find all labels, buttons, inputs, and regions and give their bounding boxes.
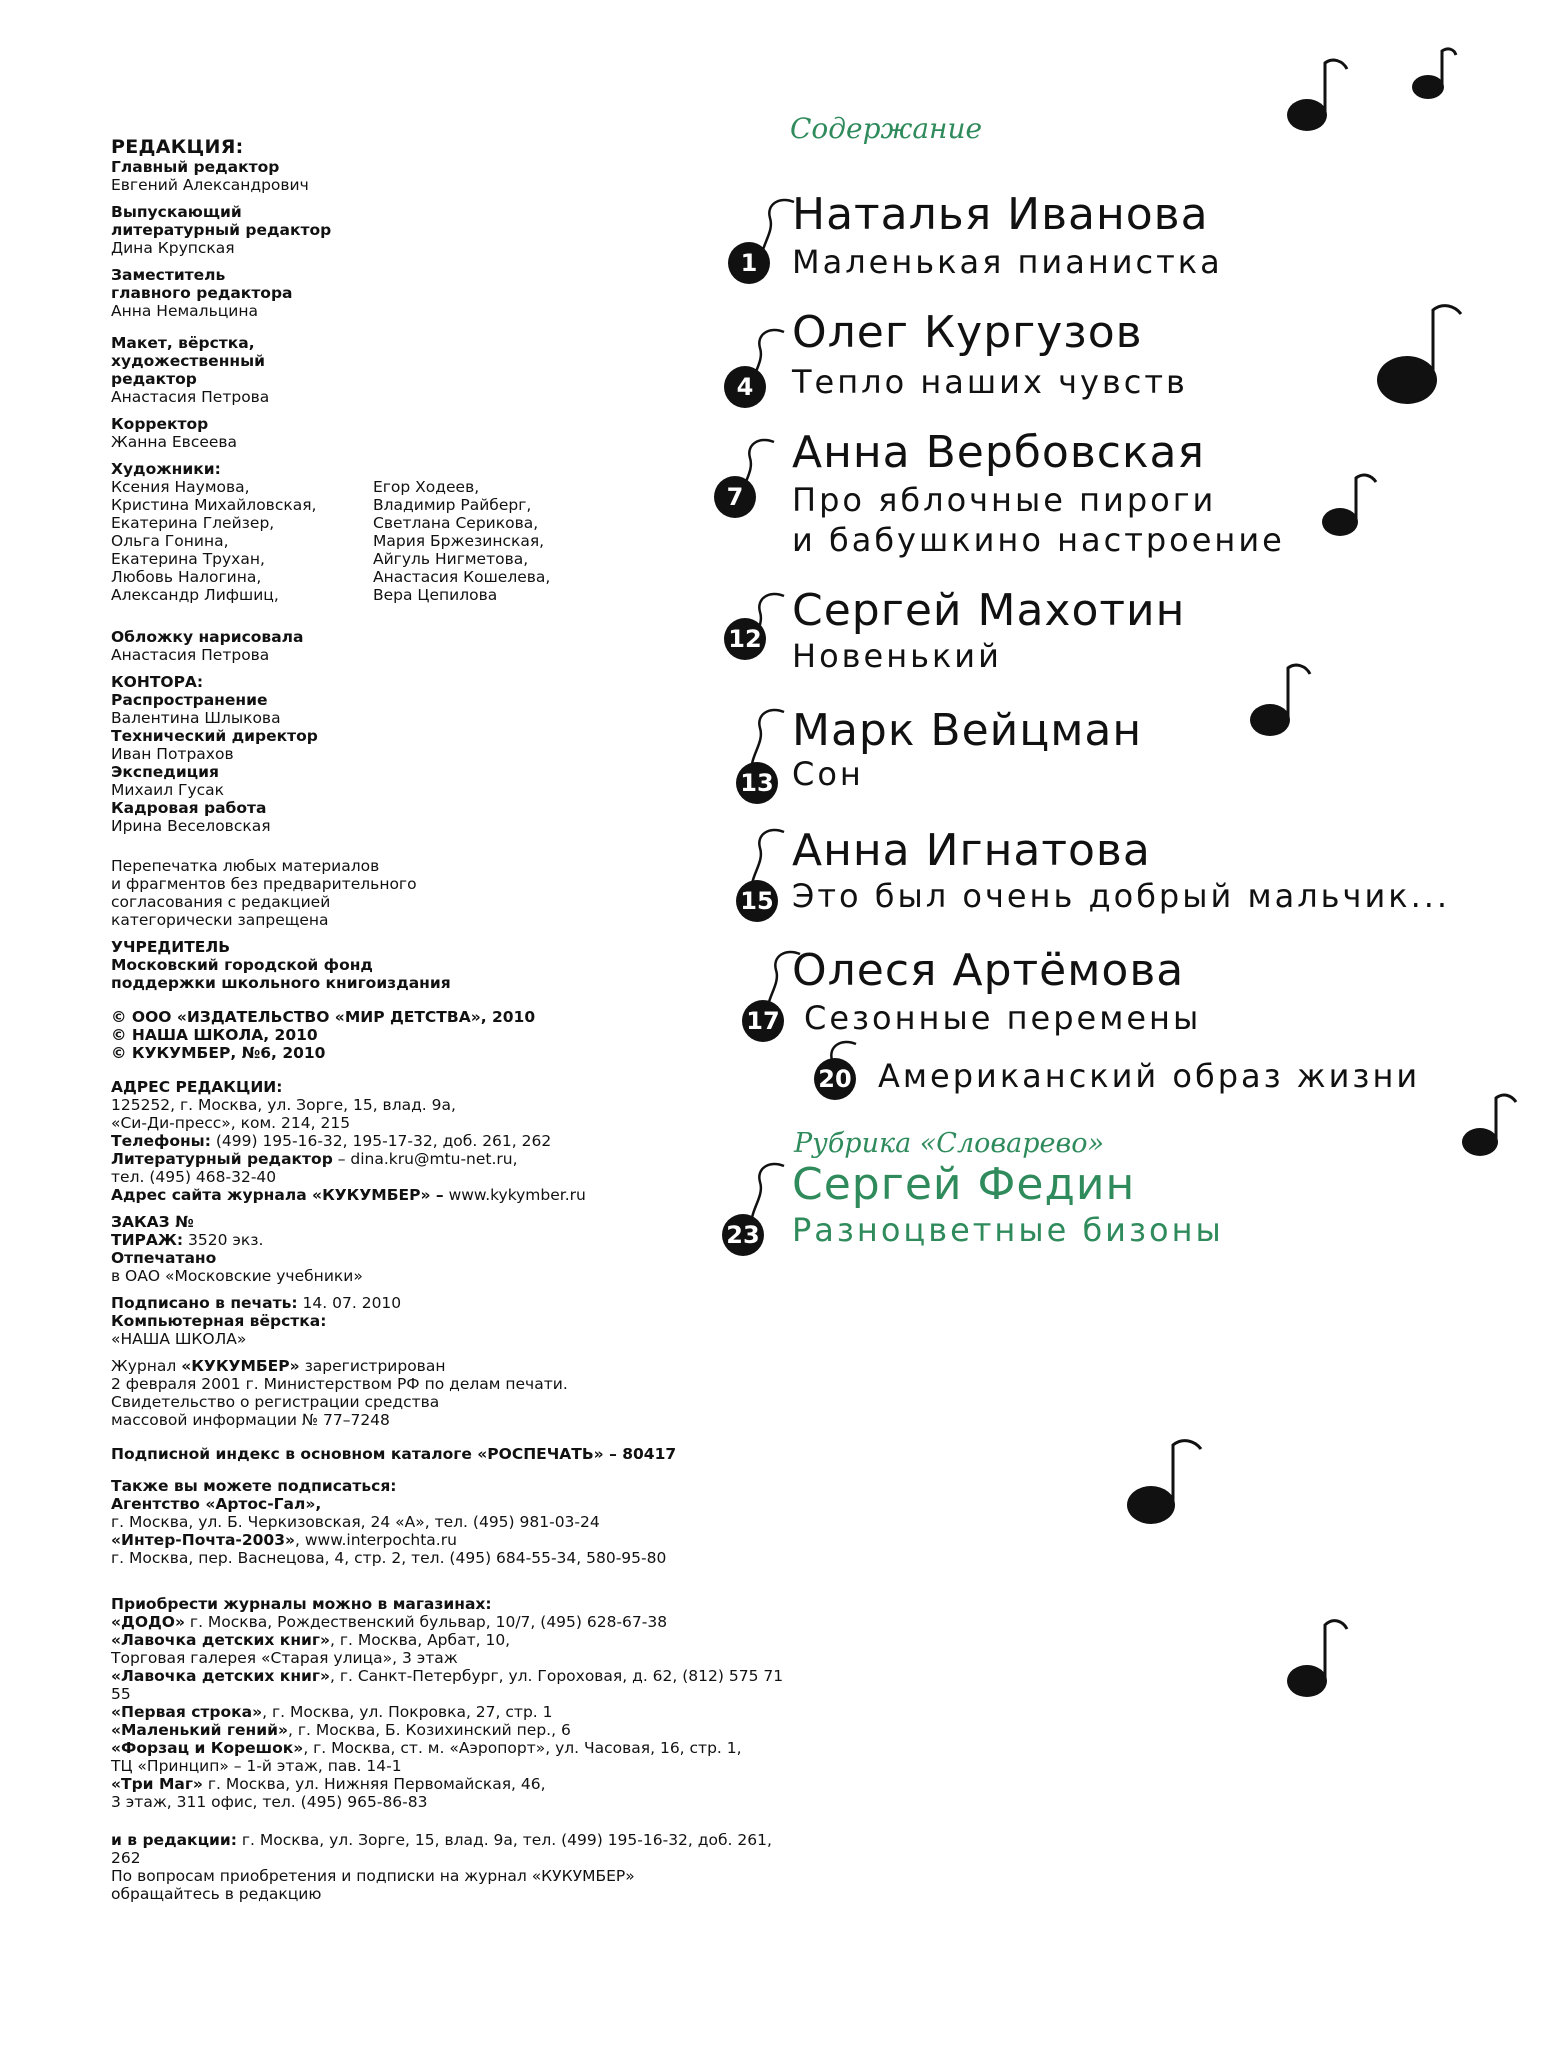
staff-hook-icon xyxy=(750,708,794,768)
imprint-layout: Макет, вёрстка, художественный редактор Анастасия Петрова xyxy=(111,334,270,406)
toc-story-title: Это был очень добрый мальчик... xyxy=(792,877,1451,915)
imprint-artists: Художники: Ксения Наумова, Кристина Михайловская, Екатерина Глейзер, Ольга Гонина, Екатерина Трухан, Любовь Налогина, Александр Лифшиц, Егор Ходеев, Владимир Райберг, Светлана Серикова, Мария Бржезинская, Айгуль Нигметова, Анастасия Кошелева, Вера Цепилова xyxy=(111,460,791,604)
music-note-icon xyxy=(1460,1090,1520,1160)
music-note-icon xyxy=(1375,300,1465,410)
toc-story-title: Американский образ жизни xyxy=(878,1057,1421,1095)
imprint-print-info: ЗАКАЗ № ТИРАЖ: 3520 экз. Отпечатано в ОАО «Московские учебники» xyxy=(111,1213,363,1285)
staff-hook-icon xyxy=(750,1162,794,1222)
imprint-editor: Главный редактор Евгений Александрович xyxy=(111,158,309,194)
shops-list: Приобрести журналы можно в магазинах: «ДОДО» г. Москва, Рождественский бульвар, 10/7, (495) 628-67-38 «Лавочка детских книг», г. Москва, Арбат, 10, Торговая галерея «Старая улица», 3 этаж «Лавочка детских книг», г. Санкт-Петербург, ул. Гороховая, д. 62, (812) 575 71 55 «Первая строка», г. Москва, ул. Покровка, 27, стр. 1 «Маленький гений», г. Москва, Б. Козихинский пер., 6 «Форзац и Корешок», г. Москва, ст. м. «Аэропорт», ул. Часовая, 16, стр. 1, ТЦ «Принцип» – 1-й этаж, пав. 14-1 «Три Маг» г. Москва, ул. Нижняя Первомайская, 46, 3 этаж, 311 офис, тел. (495) 965-86-83 xyxy=(111,1595,784,1811)
page-number: 15 xyxy=(736,880,778,922)
toc-story-title: Тепло наших чувств xyxy=(792,363,1188,401)
toc-story-title-line2: и бабушкино настроение xyxy=(792,521,1285,559)
artists-column-1: Ксения Наумова, Кристина Михайловская, Екатерина Глейзер, Ольга Гонина, Екатерина Трухан, Любовь Налогина, Александр Лифшиц, xyxy=(111,478,317,604)
toc-title: Содержание xyxy=(790,112,983,145)
page-number: 17 xyxy=(742,1000,784,1042)
page-number: 4 xyxy=(724,366,766,408)
toc-author: Анна Игнатова xyxy=(792,825,1151,876)
page-number: 20 xyxy=(814,1058,856,1100)
staff-hook-icon xyxy=(750,828,794,888)
imprint-founder: УЧРЕДИТЕЛЬ Московский городской фонд поддержки школьного книгоиздания xyxy=(111,938,451,992)
music-note-icon xyxy=(1285,1615,1355,1705)
imprint-cover: Обложку нарисовала Анастасия Петрова xyxy=(111,628,304,664)
imprint-deputy: Заместитель главного редактора Анна Немальцина xyxy=(111,266,293,320)
page-number: 23 xyxy=(722,1214,764,1256)
music-note-icon xyxy=(1248,660,1318,740)
imprint-signed: Подписано в печать: 14. 07. 2010 Компьютерная вёрстка: «НАША ШКОЛА» xyxy=(111,1294,402,1348)
page-number: 7 xyxy=(714,476,756,518)
imprint-heading: РЕДАКЦИЯ: xyxy=(111,136,244,158)
toc-author: Олеся Артёмова xyxy=(792,945,1185,996)
office-purchase: и в редакции: г. Москва, ул. Зорге, 15, влад. 9а, тел. (499) 195-16-32, доб. 261, 262 По вопросам приобретения и подписки на журнал «КУКУМБЕР» обращайтесь в редакцию xyxy=(111,1831,772,1903)
music-note-icon xyxy=(1410,45,1460,105)
imprint-registration: Журнал «КУКУМБЕР» зарегистрирован 2 февраля 2001 г. Министерством РФ по делам печати. Свидетельство о регистрации средства массовой информации № 77–7248 xyxy=(111,1357,568,1429)
toc-author: Олег Кургузов xyxy=(792,307,1143,358)
toc-story-title: Маленькая пианистка xyxy=(792,243,1223,281)
imprint-office: КОНТОРА: Распространение Валентина Шлыкова Технический директор Иван Потрахов Экспедиция Михаил Гусак Кадровая работа Ирина Веселовская xyxy=(111,673,318,835)
music-note-icon xyxy=(1285,55,1355,135)
music-note-icon xyxy=(1125,1435,1205,1530)
toc-author: Анна Вербовская xyxy=(792,427,1205,478)
toc-story-title: Сезонные перемены xyxy=(804,999,1202,1037)
imprint-copyright: © ООО «ИЗДАТЕЛЬСТВО «МИР ДЕТСТВА», 2010 © НАША ШКОЛА, 2010 © КУКУМБЕР, №6, 2010 xyxy=(111,1008,536,1062)
imprint-lit-editor: Выпускающий литературный редактор Дина Крупская xyxy=(111,203,332,257)
imprint-corrector: Корректор Жанна Евсеева xyxy=(111,415,238,451)
imprint-address: АДРЕС РЕДАКЦИИ: 125252, г. Москва, ул. Зорге, 15, влад. 9а, «Си-Ди-пресс», ком. 214, 215 Телефоны: (499) 195-16-32, 195-17-32, доб. 261, 262 Литературный редактор – dina.kru@mtu-net.ru, тел. (495) 468-32-40 Адрес сайта журнала «КУКУМБЕР» – www.kykymber.ru xyxy=(111,1078,586,1204)
music-note-icon xyxy=(1320,470,1380,540)
page-number: 1 xyxy=(728,242,770,284)
toc-story-title: Про яблочные пироги xyxy=(792,481,1217,519)
toc-author: Сергей Махотин xyxy=(792,585,1186,636)
toc-author: Марк Вейцман xyxy=(792,705,1143,756)
site-link: www.kykymber.ru xyxy=(443,1186,586,1204)
toc-author: Сергей Федин xyxy=(792,1159,1136,1210)
page-number: 13 xyxy=(736,762,778,804)
toc-story-title: Разноцветные бизоны xyxy=(792,1211,1224,1249)
toc-author: Наталья Иванова xyxy=(792,189,1209,240)
subscription-agencies: Также вы можете подписаться: Агентство «Артос-Гал», г. Москва, ул. Б. Черкизовская, 24 «А», тел. (495) 981-03-24 «Интер-Почта-2003», www.interpochta.ru г. Москва, пер. Васнецова, 4, стр. 2, тел. (495) 684-55-34, 580-95-80 xyxy=(111,1477,667,1567)
toc-story-title: Новенький xyxy=(792,637,1002,675)
toc-story-title: Сон xyxy=(792,755,864,793)
rubric-label: Рубрика «Словарево» xyxy=(794,1128,1104,1159)
subscription-index: Подписной индекс в основном каталоге «РОСПЕЧАТЬ» – 80417 xyxy=(111,1445,677,1463)
artists-column-2: Егор Ходеев, Владимир Райберг, Светлана Серикова, Мария Бржезинская, Айгуль Нигметова, Анастасия Кошелева, Вера Цепилова xyxy=(373,478,551,604)
page-number: 12 xyxy=(724,618,766,660)
imprint-reprint: Перепечатка любых материалов и фрагментов без предварительного согласования с редакцией категорически запрещена xyxy=(111,857,417,929)
